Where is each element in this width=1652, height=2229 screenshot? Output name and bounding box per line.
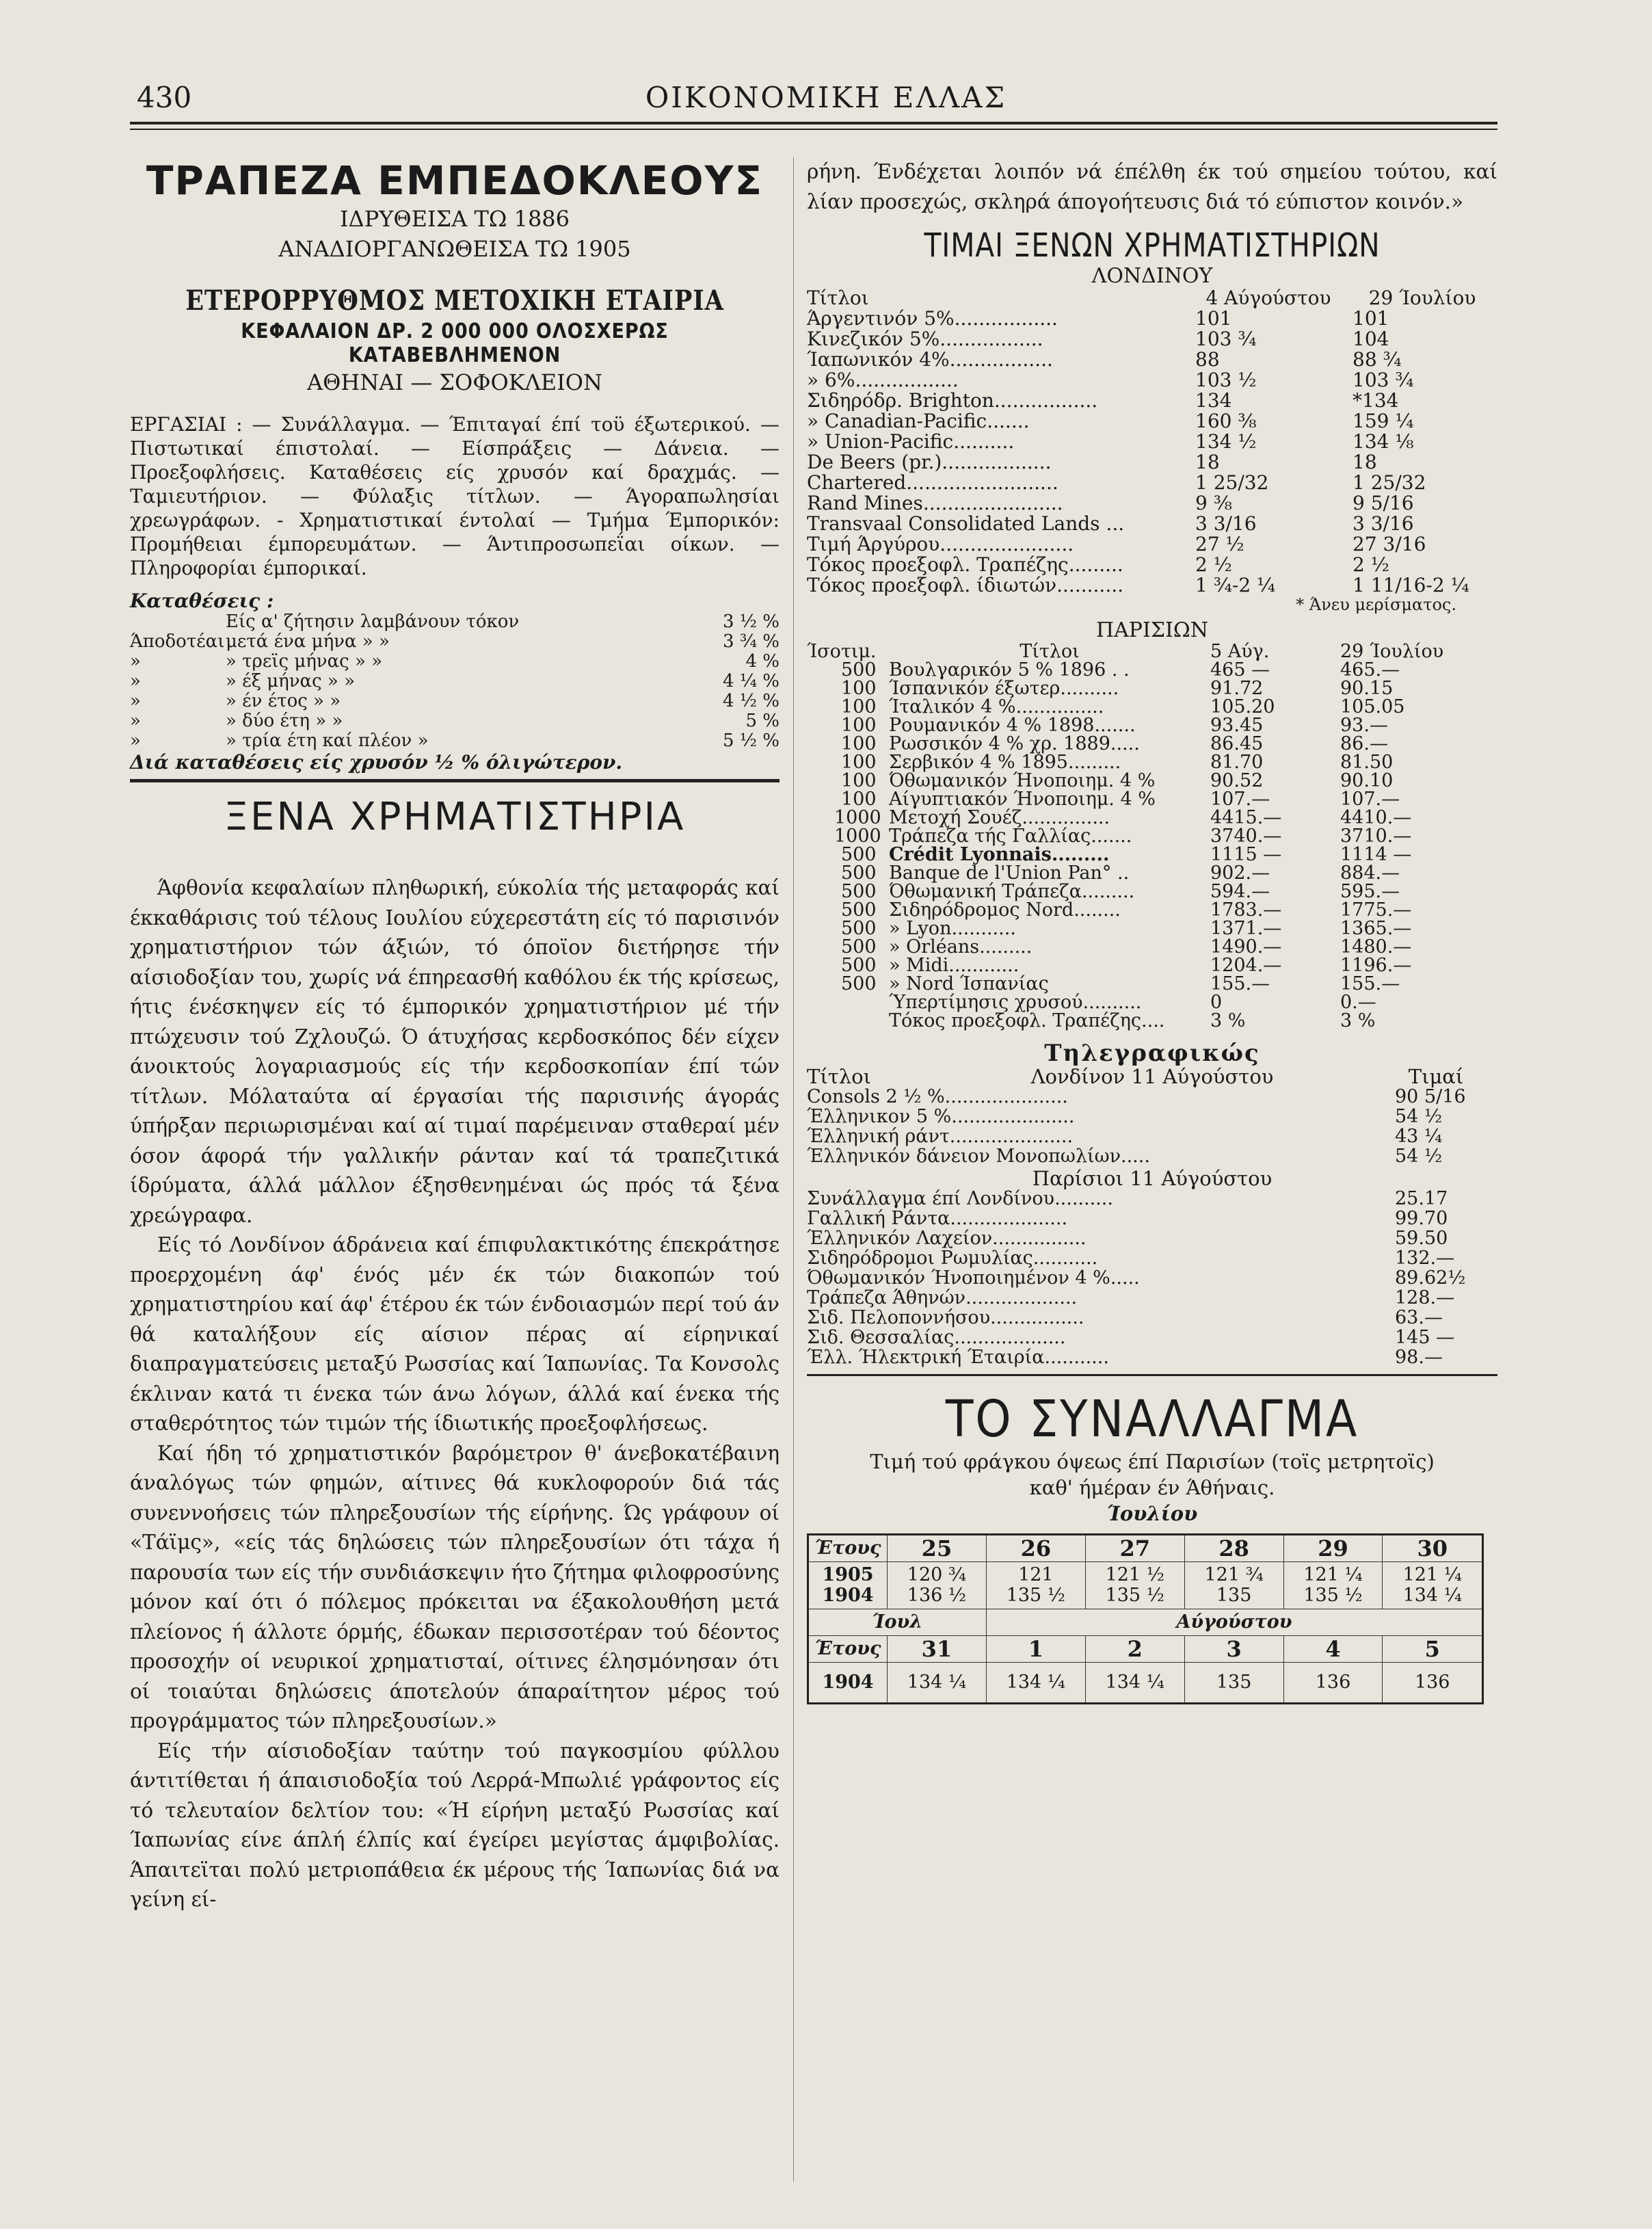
table-row: 1000 Τράπεζα τής Γαλλίας....... 3740.— 3710.— xyxy=(834,826,1412,847)
bank-founded: ΙΔΡΥΘΕΙΣΑ ΤΩ 1886 xyxy=(339,206,570,232)
grid-row: 1905 1904 120 ¾ 136 ½ 121 135 ½ 121 ½ 135 ½ 121 ¾ 135 121 ¼ 135 ½ 121 ¼ 134 ¼ xyxy=(808,1562,1483,1609)
table-row: Συνάλλαγμα έπί Λονδίνου.......... 25.17 xyxy=(807,1188,1448,1209)
foreign-exchanges-title: ΞΕΝΑ ΧΡΗΜΑΤΙΣΤΗΡΙΑ xyxy=(224,795,686,839)
exchange-subtitle: Τιμή τού φράγκου όψεως έπί Παρισίων (τοϊς μετρητοϊς) xyxy=(870,1450,1435,1473)
table-row: Γαλλική Ράντα.................... 99.70 xyxy=(807,1208,1448,1229)
table-row: 500 Σιδηρόδρομος Nord........ 1783.— 1775.— xyxy=(841,899,1412,921)
grid-header-row: Έτους 31 1 2 3 4 5 xyxy=(808,1636,1483,1663)
table-row: 500 Crédit Lyonnais......... 1115 — 1114 — xyxy=(841,844,1412,865)
bank-reorganized: ΑΝΑΔΙΟΡΓΑΝΩΘΕΙΣΑ ΤΩ 1905 xyxy=(278,236,631,262)
table-row: Σιδ. Πελοποννήσου................ 63.— xyxy=(807,1307,1443,1328)
left-column xyxy=(130,157,780,1915)
paris-table xyxy=(807,642,1497,1030)
table-row: Έλληνικον 5 %..................... 54 ½ xyxy=(807,1106,1443,1127)
table-row: Rand Mines....................... 9 ⅜ 9 5/16 xyxy=(807,492,1414,514)
exchange-subtitle-2: καθ' ήμέραν έν Άθήναις. xyxy=(1029,1476,1275,1499)
table-header: Τίτλοι Λονδίνον 11 Αύγούστου Τιμαί xyxy=(807,1065,1464,1088)
deposit-row: » » έξ μήνας » » 4 ¼ % xyxy=(130,671,780,691)
table-row: » 6%................. 103 ½ 103 ¾ xyxy=(807,369,1414,391)
article-paragraph: Καί ήδη τό χρηματιστικόν βαρόμετρον θ' άνεβοκατέβαινη άναλόγως τών φημών, αίτινες θά κυκλοφορούν διά τάς συνεννοήσεις τών πληρεξουσίων τής είρήνης. Ώς γράφουν οί «Τάϊμς», «είς τάς δηλώσεις τών πληρεξουσίων ότι τάχα ή παρουσία των είς τήν συνδιάσκεψιν ήτο ζήτημα φιλοφροσύνης μόνον καί ότι ό πόλεμος πρόκειται να έξακολουθήση μετά πλείονος ή άλλοτε όρμής, έδωκαν περισσοτέραν τού δέοντος προσοχήν οί νευρικοί χρηματισταί, οίτινες έλησμόνησαν ότι οί τοιαύται δηλώσεις άποτελούν άπαραίτητον μέρος τού προγράμματος τών πληρεξουσίων.» xyxy=(130,1441,780,1732)
header-rule-thin xyxy=(130,129,1497,130)
table-row: 100 Ίσπανικόν έξωτερ.......... 91.72 90.15 xyxy=(841,678,1394,699)
right-column xyxy=(807,157,1497,1704)
table-row: Consols 2 ½ %..................... 90 5/16 xyxy=(807,1086,1466,1107)
deposit-row: Είς α' ζήτησιν λαμβάνουν τόκον 3 ½ % xyxy=(226,611,780,632)
journal-title: ΟΙΚΟΝΟΜΙΚΗ ΕΛΛΑΣ xyxy=(645,81,1007,114)
table-row: Έλληνική ράντ..................... 43 ¼ xyxy=(807,1126,1443,1147)
table-row: 100 Σερβικόν 4 % 1895......... 81.70 81.50 xyxy=(841,752,1394,773)
table-row: Τόκος προεξοφλ. Τραπέζης.... 3 % 3 % xyxy=(889,1010,1376,1031)
grid-header-row: Έτους 25 26 27 28 29 30 xyxy=(808,1535,1483,1562)
table-row: Chartered......................... 1 25/32 1 25/32 xyxy=(807,471,1426,494)
table-header: Παρίσιοι 11 Αύγούστου xyxy=(1032,1167,1273,1190)
deposit-row: » » δύο έτη » » 5 % xyxy=(130,711,780,731)
section-rule xyxy=(130,779,780,782)
london-label: ΛΟΝΔΙΝΟΥ xyxy=(1091,264,1213,288)
table-row: 100 Αίγυπτιακόν Ήνοποιημ. 4 % 107.— 107.— xyxy=(841,789,1400,810)
article-paragraph: Είς τό Λονδίνον άδράνεια καί έπιφυλακτικότης έπεκράτησε προερχομένη άφ' ένός μέν έκ τών διακοπών τού χρηματιστηρίου καί άφ' έτέρου έκ τών ένδοιασμών περί τού άν θά καταλήξουν είς αίσιον πέρας αί είρηνικαί διαπραγματεύσεις μεταξύ Ρωσσίας καί Ίαπωνίας. Τα Κονσολς έκλιναν κατά τι ένεκα τών άνω λόγων, άλλά καί ένεκα τής σταθερότητος τών τιμών τής ίδιωτικής προεξοφλήσεως. xyxy=(130,1233,780,1435)
table-row: Τόκος προεξοφλ. ίδιωτών........... 1 ¾-2 ¼ 1 11/16-2 ¼ xyxy=(807,574,1469,596)
table-row: Τιμή Άργύρου...................... 27 ½ 27 3/16 xyxy=(807,533,1426,555)
table-header: Ίσοτιμ. Τίτλοι 5 Αύγ. 29 Ίουλίου xyxy=(807,641,1444,662)
table-row: 500 » Orléans......... 1490.— 1480.— xyxy=(841,936,1412,958)
section-rule xyxy=(807,1374,1497,1376)
deposit-row: Άποδοτέαι μετά ένα μήνα » » 3 ¾ % xyxy=(130,631,780,652)
deposits-table xyxy=(130,590,780,774)
table-row: » Union-Pacific.......... 134 ½ 134 ⅛ xyxy=(807,430,1414,453)
table-row: Σιδ. Θεσσαλίας................... 145 — xyxy=(807,1327,1455,1348)
exchange-grid xyxy=(807,1533,1484,1704)
table-row: » Canadian-Pacific....... 160 ⅜ 159 ¼ xyxy=(807,410,1414,432)
deposit-row: » » έν έτος » » 4 ½ % xyxy=(130,691,780,711)
table-row: Σιδηρόδρ. Brighton................. 134 *134 xyxy=(807,389,1399,412)
column-divider xyxy=(793,157,794,2182)
table-header: Τίτλοι 4 Αύγούστου 29 Ίουλίου xyxy=(807,287,1476,309)
table-row: 500 » Lyon........... 1371.— 1365.— xyxy=(841,918,1412,939)
foreign-prices-title: ΤΙΜΑΙ ΞΕΝΩΝ ΧΡΗΜΑΤΙΣΤΗΡΙΩΝ xyxy=(924,226,1381,265)
company-type: ΕΤΕΡΟΡΡΥΘΜΟΣ ΜΕΤΟΧΙΚΗ ΕΤΑΙΡΙΑ xyxy=(185,285,724,317)
table-row: Transvaal Consolidated Lands ... 3 3/16 3 3/16 xyxy=(807,512,1414,535)
table-row: 100 Όθωμανικόν Ήνοποιημ. 4 % 90.52 90.10 xyxy=(841,770,1394,791)
header-rule xyxy=(130,122,1497,124)
table-row: Τόκος προεξοφλ. Τραπέζης......... 2 ½ 2 ½ xyxy=(807,553,1389,576)
table-row: Έλλ. Ήλεκτρική Έταιρία........... 98.— xyxy=(807,1347,1443,1368)
table-row: Όθωμανικόν Ήνοποιημένον 4 %..... 89.62½ xyxy=(807,1267,1466,1289)
table-row: 100 Ίταλικόν 4 %............... 105.20 105.05 xyxy=(841,696,1405,717)
page-number: 430 xyxy=(137,81,192,114)
table-row: 100 Ρωσσικόν 4 % χρ. 1889..... 86.45 86.— xyxy=(841,733,1388,754)
bank-address: ΑΘΗΝΑΙ — ΣΟΦΟΚΛΕΙΟΝ xyxy=(307,369,602,395)
table-row: 500 » Midi............ 1204.— 1196.— xyxy=(841,955,1412,976)
grid-row: 1904 134 ¼ 134 ¼ 134 ¼ 135 136 136 xyxy=(808,1663,1483,1704)
table-row: De Beers (pr.).................. 18 18 xyxy=(807,451,1377,473)
bank-services: ΕΡΓΑΣΙΑΙ : — Συνάλλαγμα. — Έπιταγαί έπί τοϋ έξωτερικού. — Πιστωτικαί έπιστολαί. — Είσπράξεις — Δάνεια. — Προεξοφλήσεις. Καταθέσεις είς χρυσόν καί δραχμάς. — Ταμιευτήριον. — Φύλαξις τίτλων. — Άγοραπωλησίαι χρεωγράφων. - Χρηματιστικαί έντολαί — Τμήμα Έμπορικόν: Προμήθειαι έμπορευμάτων. — Άντιπροσωπεΐαι οίκων. — Πληροφορίαι έμπορικαί. xyxy=(130,413,780,579)
table-row: 500 Banque de l'Union Pan° .. 902.— 884.— xyxy=(841,862,1400,884)
table-row: Έλληνικόν Λαχείον................ 59.50 xyxy=(807,1228,1448,1249)
table-row: 500 Βουλγαρικόν 5 % 1896 . . 465 — 465.— xyxy=(841,659,1400,681)
table-row: 500 Όθωμανική Τράπεζα......... 594.— 595.— xyxy=(841,881,1400,902)
telegraph-london-table xyxy=(807,1067,1497,1367)
article-paragraph: Είς τήν αίσιοδοξίαν ταύτην τού παγκοσμίου φύλλου άντιτίθεται ή άπαισιοδοξία τού Λερρά-Μπωλιέ γράφοντος είς τό τελευταίον δελτίον του: «Ή είρήνη μεταξύ Ρωσσίας καί Ίαπωνίας είνε άπλή έλπίς καί έγείρει μεγίστας άμφιβολίας. Άπαιτεϊται πολύ μετριοπάθεια έκ μέρους τής Ίαπωνίας διά να γείνη εί- xyxy=(130,1739,780,1911)
gold-deposit-note: Διά καταθέσεις είς χρυσόν ½ % όλιγώτερον. xyxy=(130,751,623,774)
table-row: 1000 Μετοχή Σουέζ............... 4415.— 4410.— xyxy=(834,807,1412,828)
bank-capital: ΚΕΦΑΛΑΙΟΝ ΔΡ. 2 000 000 ΟΛΟΣΧΕΡΩΣ ΚΑΤΑΒΕΒΛΗΜΕΝΟΝ xyxy=(241,319,669,367)
deposit-row: » » τρία έτη καί πλέον » 5 ½ % xyxy=(130,730,780,751)
table-row: Έλληνικόν δάνειον Μονοπωλίων..... 54 ½ xyxy=(807,1146,1443,1167)
bank-title: ΤΡΑΠΕΖΑ ΕΜΠΕΔΟΚΛΕΟΥΣ xyxy=(146,157,764,204)
table-row: Κινεζικόν 5%................. 103 ¾ 104 xyxy=(807,328,1389,350)
london-table xyxy=(807,288,1497,596)
paris-label: ΠΑΡΙΣΙΩΝ xyxy=(1095,618,1209,642)
table-row: Τράπεζα Άθηνών................... 128.— xyxy=(807,1287,1455,1308)
month-label: Ίουλίου xyxy=(1106,1502,1198,1525)
article-paragraph: Άφθονία κεφαλαίων πληθωρική, εύκολία τής μεταφοράς καί έκκαθάρισις τού τέλους Ιουλίου εύχερεστάτη είς τό παρισινόν χρηματιστήριον τών άξιών, τό όποϊον διετήρησε τήν αίσιοδοξίαν του, χωρίς νά έπηρεασθή καθόλου έκ τής κρίσεως, ήτις ένέσκηψεν είς τό έμπορικόν χρηματιστήριον μέ τήν πτώχευσιν τού Ζχλουζώ. Ό άτυχήσας κερδοσκόπος δέν είχεν άνοικτούς λογαριασμούς είς τήν κερδοσκοπίαν έπί τών τίτλων. Μόλαταύτα αί έργασίαι τής παρισινής άγοράς ύπήρξαν περιωρισμέναι καί αί τιμαί παρέμειναν σταθεραί μέν όσον άφορά τήν γαλλικήν ράνταν καί τά τραπεζιτικά ίδρύματα, άλλά μάλλον έξησθενημέναι ώς πρός τά ξένα χρεώγραφα. xyxy=(130,876,780,1227)
telegraph-title: Τηλεγραφικώς xyxy=(1044,1040,1260,1067)
table-row: 500 » Nord Ίσπανίας 155.— 155.— xyxy=(841,973,1400,994)
table-row: Ύπερτίμησις χρυσού.......... 0 0.— xyxy=(889,992,1376,1013)
london-footnote: * Άνευ μερίσματος. xyxy=(1296,595,1456,614)
table-row: 100 Ρουμανικόν 4 % 1898....... 93.45 93.— xyxy=(841,715,1388,736)
table-row: Σιδηρόδρομοι Ρωμυλίας........... 132.— xyxy=(807,1248,1455,1269)
grid-month-row: Ίουλ Αύγούστου xyxy=(808,1609,1483,1636)
exchange-title: ΤΟ ΣΥΝΑΛΛΑΓΜΑ xyxy=(945,1390,1359,1449)
deposit-row: » » τρεϊς μήνας » » 4 % xyxy=(130,651,780,672)
table-row: Ίαπωνικόν 4%................. 88 88 ¾ xyxy=(807,348,1402,371)
deposits-label: Καταθέσεις : xyxy=(130,590,274,612)
table-row: Άργεντινόν 5%................. 101 101 xyxy=(807,307,1389,330)
article-continuation: ρήνη. Ένδέχεται λοιπόν νά έπέλθη έκ τού σημείου τούτου, καί λίαν προσεχώς, σκληρά άπογοήτευσις διά τό εύπιστον κοινόν.» xyxy=(807,160,1497,213)
